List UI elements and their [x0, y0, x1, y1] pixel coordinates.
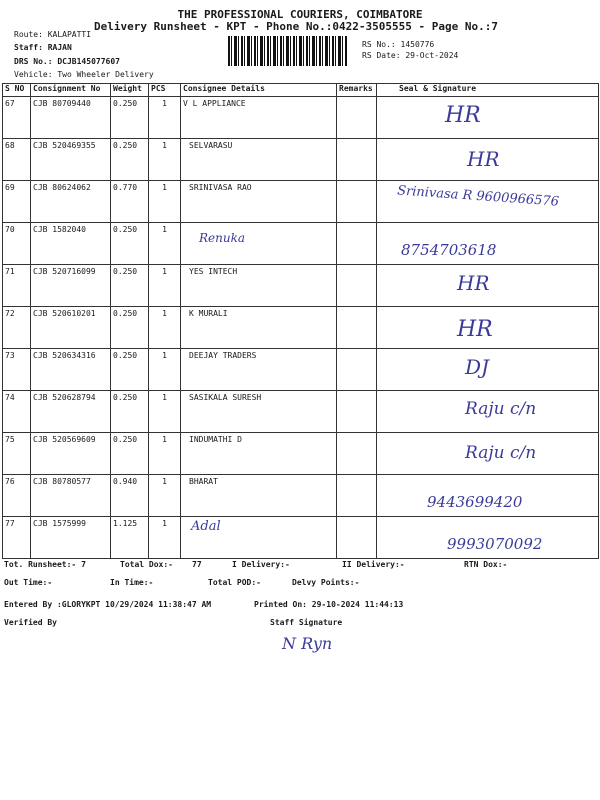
- cell-weight: 0.250: [111, 223, 149, 265]
- cell-consignment: CJB 520634316: [31, 349, 111, 391]
- cell-consignee: INDUMATHI D: [181, 433, 337, 475]
- cell-consignment: CJB 1575999: [31, 517, 111, 559]
- cell-remarks: [337, 223, 377, 265]
- cell-pcs: 1: [149, 349, 181, 391]
- table-row: [3, 97, 599, 139]
- ii-delivery: II Delivery:-: [342, 560, 405, 569]
- cell-consignee: SELVARASU: [181, 139, 337, 181]
- total-dox-value: 77: [192, 560, 202, 569]
- drs-number: DRS No.: DCJB145077607: [14, 57, 120, 66]
- cell-remarks: [337, 391, 377, 433]
- cell-weight: 1.125: [111, 517, 149, 559]
- cell-remarks: [337, 139, 377, 181]
- handwritten-consignee: Adal: [191, 519, 221, 534]
- vehicle: Vehicle: Two Wheeler Delivery: [14, 70, 154, 79]
- col-consignee: Consignee Details: [181, 84, 337, 97]
- cell-signature: [377, 265, 599, 307]
- cell-consignment: CJB 520716099: [31, 265, 111, 307]
- cell-weight: 0.250: [111, 97, 149, 139]
- cell-remarks: [337, 307, 377, 349]
- handwritten-signature: HR: [457, 317, 493, 342]
- cell-pcs: 1: [149, 517, 181, 559]
- cell-signature: [377, 433, 599, 475]
- cell-signature: [377, 307, 599, 349]
- cell-weight: 0.250: [111, 139, 149, 181]
- cell-signature: [377, 223, 599, 265]
- cell-consignee: K MURALI: [181, 307, 337, 349]
- cell-consignment: CJB 520569609: [31, 433, 111, 475]
- cell-sno: 71: [3, 265, 31, 307]
- cell-signature: [377, 181, 599, 223]
- total-pod: Total POD:-: [208, 578, 261, 587]
- cell-signature: [377, 349, 599, 391]
- cell-sno: 68: [3, 139, 31, 181]
- barcode-image: [228, 36, 348, 66]
- handwritten-consignee: Renuka: [199, 231, 246, 245]
- cell-signature: [377, 475, 599, 517]
- cell-consignee: YES INTECH: [181, 265, 337, 307]
- cell-consignment: CJB 80624062: [31, 181, 111, 223]
- cell-weight: 0.940: [111, 475, 149, 517]
- table-header-row: [3, 84, 599, 97]
- cell-consignment: CJB 520469355: [31, 139, 111, 181]
- handwritten-signature: 9443699420: [427, 493, 523, 511]
- cell-remarks: [337, 517, 377, 559]
- cell-weight: 0.250: [111, 433, 149, 475]
- table-row: [3, 181, 599, 223]
- cell-signature: [377, 391, 599, 433]
- cell-signature: [377, 517, 599, 559]
- cell-sno: 75: [3, 433, 31, 475]
- cell-consignment: CJB 1582040: [31, 223, 111, 265]
- printed-on: Printed On: 29-10-2024 11:44:13: [254, 600, 404, 609]
- rs-date: RS Date: 29-Oct-2024: [362, 51, 459, 60]
- table-row: [3, 265, 599, 307]
- cell-signature: [377, 97, 599, 139]
- cell-consignee: SRINIVASA RAO: [181, 181, 337, 223]
- cell-pcs: 1: [149, 181, 181, 223]
- rs-number: RS No.: 1450776: [362, 40, 435, 49]
- cell-sno: 73: [3, 349, 31, 391]
- cell-pcs: 1: [149, 97, 181, 139]
- cell-pcs: 1: [149, 475, 181, 517]
- runsheet-table: [2, 83, 599, 559]
- staff-handwritten-signature: N Ryn: [282, 634, 333, 653]
- table-row: [3, 517, 599, 559]
- cell-remarks: [337, 475, 377, 517]
- cell-weight: 0.250: [111, 349, 149, 391]
- i-delivery: I Delivery:-: [232, 560, 290, 569]
- cell-consignment: CJB 80780577: [31, 475, 111, 517]
- cell-pcs: 1: [149, 391, 181, 433]
- verified-by: Verified By: [4, 618, 57, 627]
- cell-sno: 77: [3, 517, 31, 559]
- cell-consignee: BHARAT: [181, 475, 337, 517]
- route: Route: KALAPATTI: [14, 30, 92, 39]
- table-row: [3, 307, 599, 349]
- table-row: [3, 475, 599, 517]
- cell-pcs: 1: [149, 307, 181, 349]
- col-remarks: Remarks: [337, 84, 377, 97]
- handwritten-signature: Srinivasa R 9600966576: [396, 183, 560, 210]
- col-signature: Seal & Signature: [377, 84, 599, 97]
- cell-consignee: [181, 223, 337, 265]
- table-row: [3, 349, 599, 391]
- delvy-points: Delvy Points:-: [292, 578, 360, 587]
- handwritten-signature: DJ: [465, 355, 490, 379]
- cell-weight: 0.770: [111, 181, 149, 223]
- cell-remarks: [337, 97, 377, 139]
- staff: Staff: RAJAN: [14, 43, 72, 52]
- total-dox-label: Total Dox:-: [120, 560, 173, 569]
- handwritten-signature: HR: [457, 271, 490, 295]
- rtn-dox: RTN Dox:-: [464, 560, 508, 569]
- col-pcs: PCS: [149, 84, 181, 97]
- handwritten-signature: Raju c/n: [465, 443, 537, 463]
- cell-weight: 0.250: [111, 265, 149, 307]
- col-sno: S NO: [3, 84, 31, 97]
- cell-pcs: 1: [149, 433, 181, 475]
- cell-consignee: [181, 517, 337, 559]
- table-row: [3, 391, 599, 433]
- cell-remarks: [337, 181, 377, 223]
- cell-remarks: [337, 265, 377, 307]
- cell-remarks: [337, 433, 377, 475]
- cell-signature: [377, 139, 599, 181]
- company-name: THE PROFESSIONAL COURIERS, COIMBATORE: [177, 8, 423, 21]
- cell-consignee: V L APPLIANCE: [181, 97, 337, 139]
- handwritten-signature: HR: [467, 147, 500, 171]
- runsheet-title: Delivery Runsheet - KPT - Phone No.:0422-3505555 - Page No.:7: [94, 20, 498, 33]
- cell-sno: 69: [3, 181, 31, 223]
- in-time: In Time:-: [110, 578, 154, 587]
- table-row: [3, 433, 599, 475]
- col-consignment: Consignment No: [31, 84, 111, 97]
- cell-pcs: 1: [149, 265, 181, 307]
- entered-by: Entered By :GLORYKPT 10/29/2024 11:38:47 AM: [4, 600, 212, 609]
- handwritten-signature: HR: [445, 103, 481, 128]
- tot-runsheet: Tot. Runsheet:- 7: [4, 560, 86, 569]
- cell-consignee: SASIKALA SURESH: [181, 391, 337, 433]
- cell-consignee: DEEJAY TRADERS: [181, 349, 337, 391]
- out-time: Out Time:-: [4, 578, 53, 587]
- cell-sno: 74: [3, 391, 31, 433]
- cell-pcs: 1: [149, 223, 181, 265]
- cell-sno: 76: [3, 475, 31, 517]
- cell-weight: 0.250: [111, 307, 149, 349]
- cell-remarks: [337, 349, 377, 391]
- cell-sno: 72: [3, 307, 31, 349]
- staff-signature-label: Staff Signature: [270, 618, 343, 627]
- table-row: [3, 139, 599, 181]
- cell-sno: 70: [3, 223, 31, 265]
- handwritten-signature: Raju c/n: [465, 399, 537, 419]
- table-row: [3, 223, 599, 265]
- col-weight: Weight: [111, 84, 149, 97]
- cell-consignment: CJB 520610201: [31, 307, 111, 349]
- cell-sno: 67: [3, 97, 31, 139]
- cell-consignment: CJB 80709440: [31, 97, 111, 139]
- cell-pcs: 1: [149, 139, 181, 181]
- cell-consignment: CJB 520628794: [31, 391, 111, 433]
- handwritten-signature: 9993070092: [447, 535, 543, 553]
- handwritten-signature: 8754703618: [401, 241, 497, 259]
- cell-weight: 0.250: [111, 391, 149, 433]
